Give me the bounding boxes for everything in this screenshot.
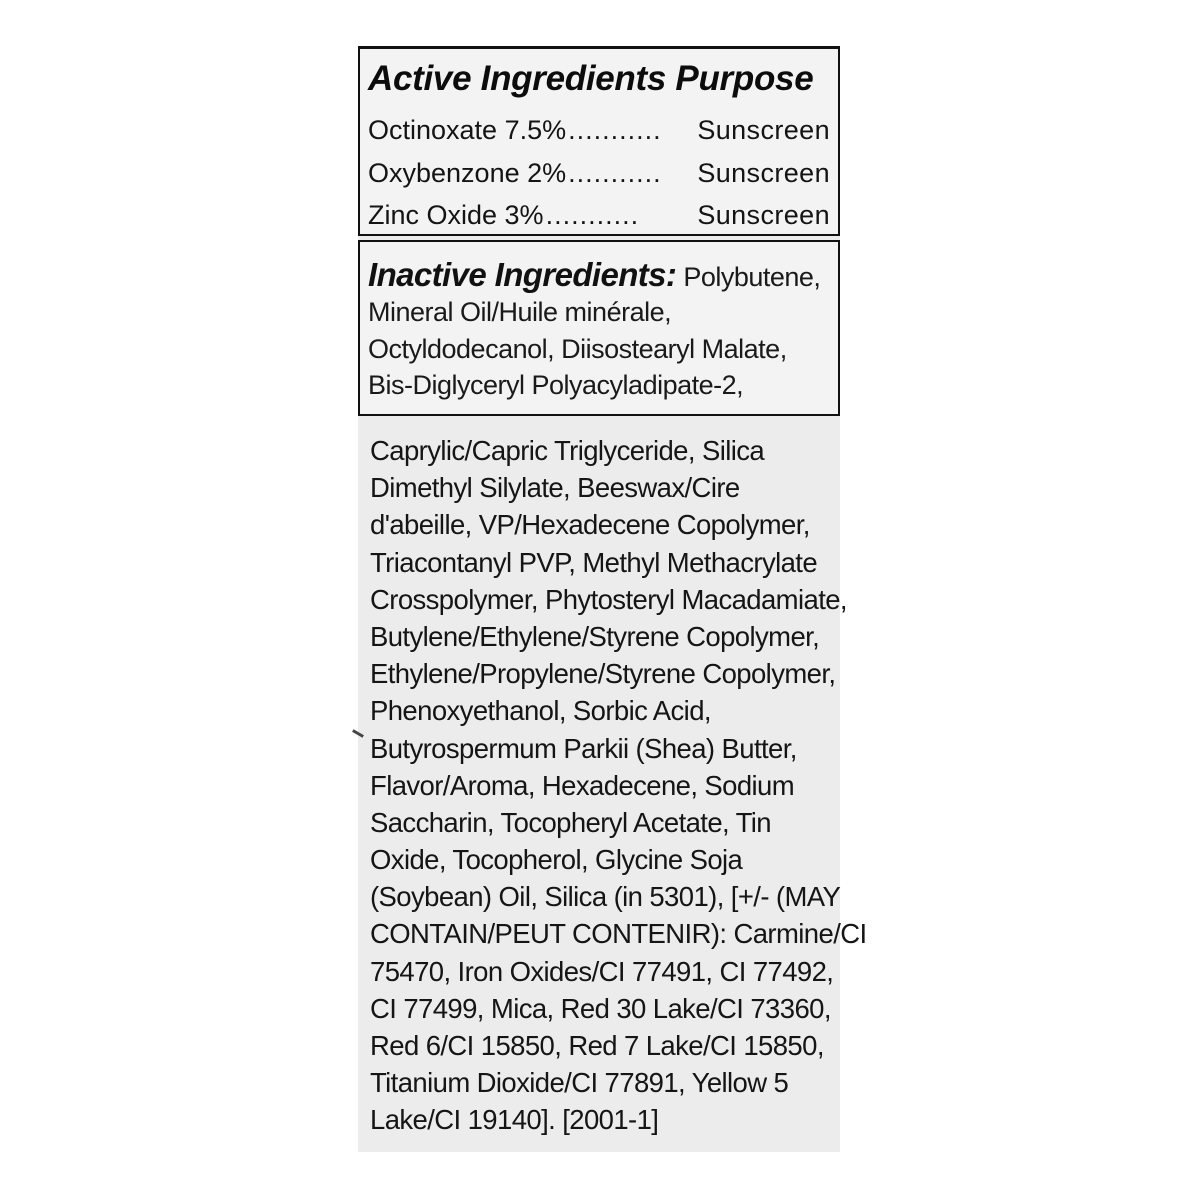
ingredient-line: Saccharin, Tocopheryl Acetate, Tin xyxy=(370,806,772,838)
ingredient-line: Butylene/Ethylene/Styrene Copolymer, xyxy=(370,620,820,652)
ingredient-line: d'abeille, VP/Hexadecene Copolymer, xyxy=(370,509,810,541)
dot-leader: ........... xyxy=(568,158,662,188)
ingredient-line: Triacontanyl PVP, Methyl Methacrylate xyxy=(370,546,818,578)
ingredient-purpose: Sunscreen xyxy=(697,158,830,188)
active-ingredients-panel xyxy=(358,46,840,236)
ingredient-line: Octyldodecanol, Diisostearyl Malate, xyxy=(368,334,787,364)
ingredient-text: Polybutene, xyxy=(676,262,821,292)
ingredient-line: Oxide, Tocopherol, Glycine Soja xyxy=(370,844,743,876)
ingredient-line: CONTAIN/PEUT CONTENIR): Carmine/CI xyxy=(370,918,867,950)
ingredient-line: Red 6/CI 15850, Red 7 Lake/CI 15850, xyxy=(370,1030,824,1061)
ingredient-line: Ethylene/Propylene/Styrene Copolymer, xyxy=(370,658,836,690)
ingredient-line: Phenoxyethanol, Sorbic Acid, xyxy=(370,695,711,727)
ingredient-line: CI 77499, Mica, Red 30 Lake/CI 73360, xyxy=(370,992,831,1024)
dot-leader: ........... xyxy=(568,115,662,145)
active-ingredient-row xyxy=(368,115,830,146)
ingredient-line: Mineral Oil/Huile minérale, xyxy=(368,297,672,327)
ingredient-line: Bis-Diglyceryl Polyacyladipate-2, xyxy=(368,370,744,400)
ingredient-purpose: Sunscreen xyxy=(697,115,830,145)
ingredient-line: Flavor/Aroma, Hexadecene, Sodium xyxy=(370,769,795,801)
inactive-first-line xyxy=(368,256,820,294)
ingredient-name: Zinc Oxide 3% xyxy=(368,200,544,230)
ingredient-name: Octinoxate 7.5% xyxy=(368,115,567,145)
active-ingredient-row xyxy=(368,200,830,231)
ingredient-line: Crosspolymer, Phytosteryl Macadamiate, xyxy=(370,583,847,615)
ingredient-line: Butyrospermum Parkii (Shea) Butter, xyxy=(370,732,797,764)
active-ingredient-row xyxy=(368,158,830,189)
dot-leader: ........... xyxy=(545,200,640,230)
inactive-ingredients-panel xyxy=(358,240,840,416)
ingredient-line: Lake/CI 19140]. [2001-1] xyxy=(370,1104,659,1136)
ingredient-line: Titanium Dioxide/CI 77891, Yellow 5 xyxy=(370,1067,789,1099)
ingredient-line: Dimethyl Silylate, Beeswax/Cire xyxy=(370,472,740,504)
ingredient-name: Oxybenzone 2% xyxy=(368,158,567,188)
ingredient-line: 75470, Iron Oxides/CI 77491, CI 77492, xyxy=(370,955,834,987)
inactive-ingredients-heading: Inactive Ingredients: xyxy=(368,256,677,293)
ingredient-list-continued xyxy=(370,432,867,1139)
ingredient-line: Caprylic/Capric Triglyceride, Silica xyxy=(370,435,765,466)
active-ingredients-heading: Active Ingredients Purpose xyxy=(368,59,814,98)
ingredient-purpose: Sunscreen xyxy=(697,200,830,230)
ingredient-line: (Soybean) Oil, Silica (in 5301), [+/- (MAY xyxy=(370,881,841,913)
